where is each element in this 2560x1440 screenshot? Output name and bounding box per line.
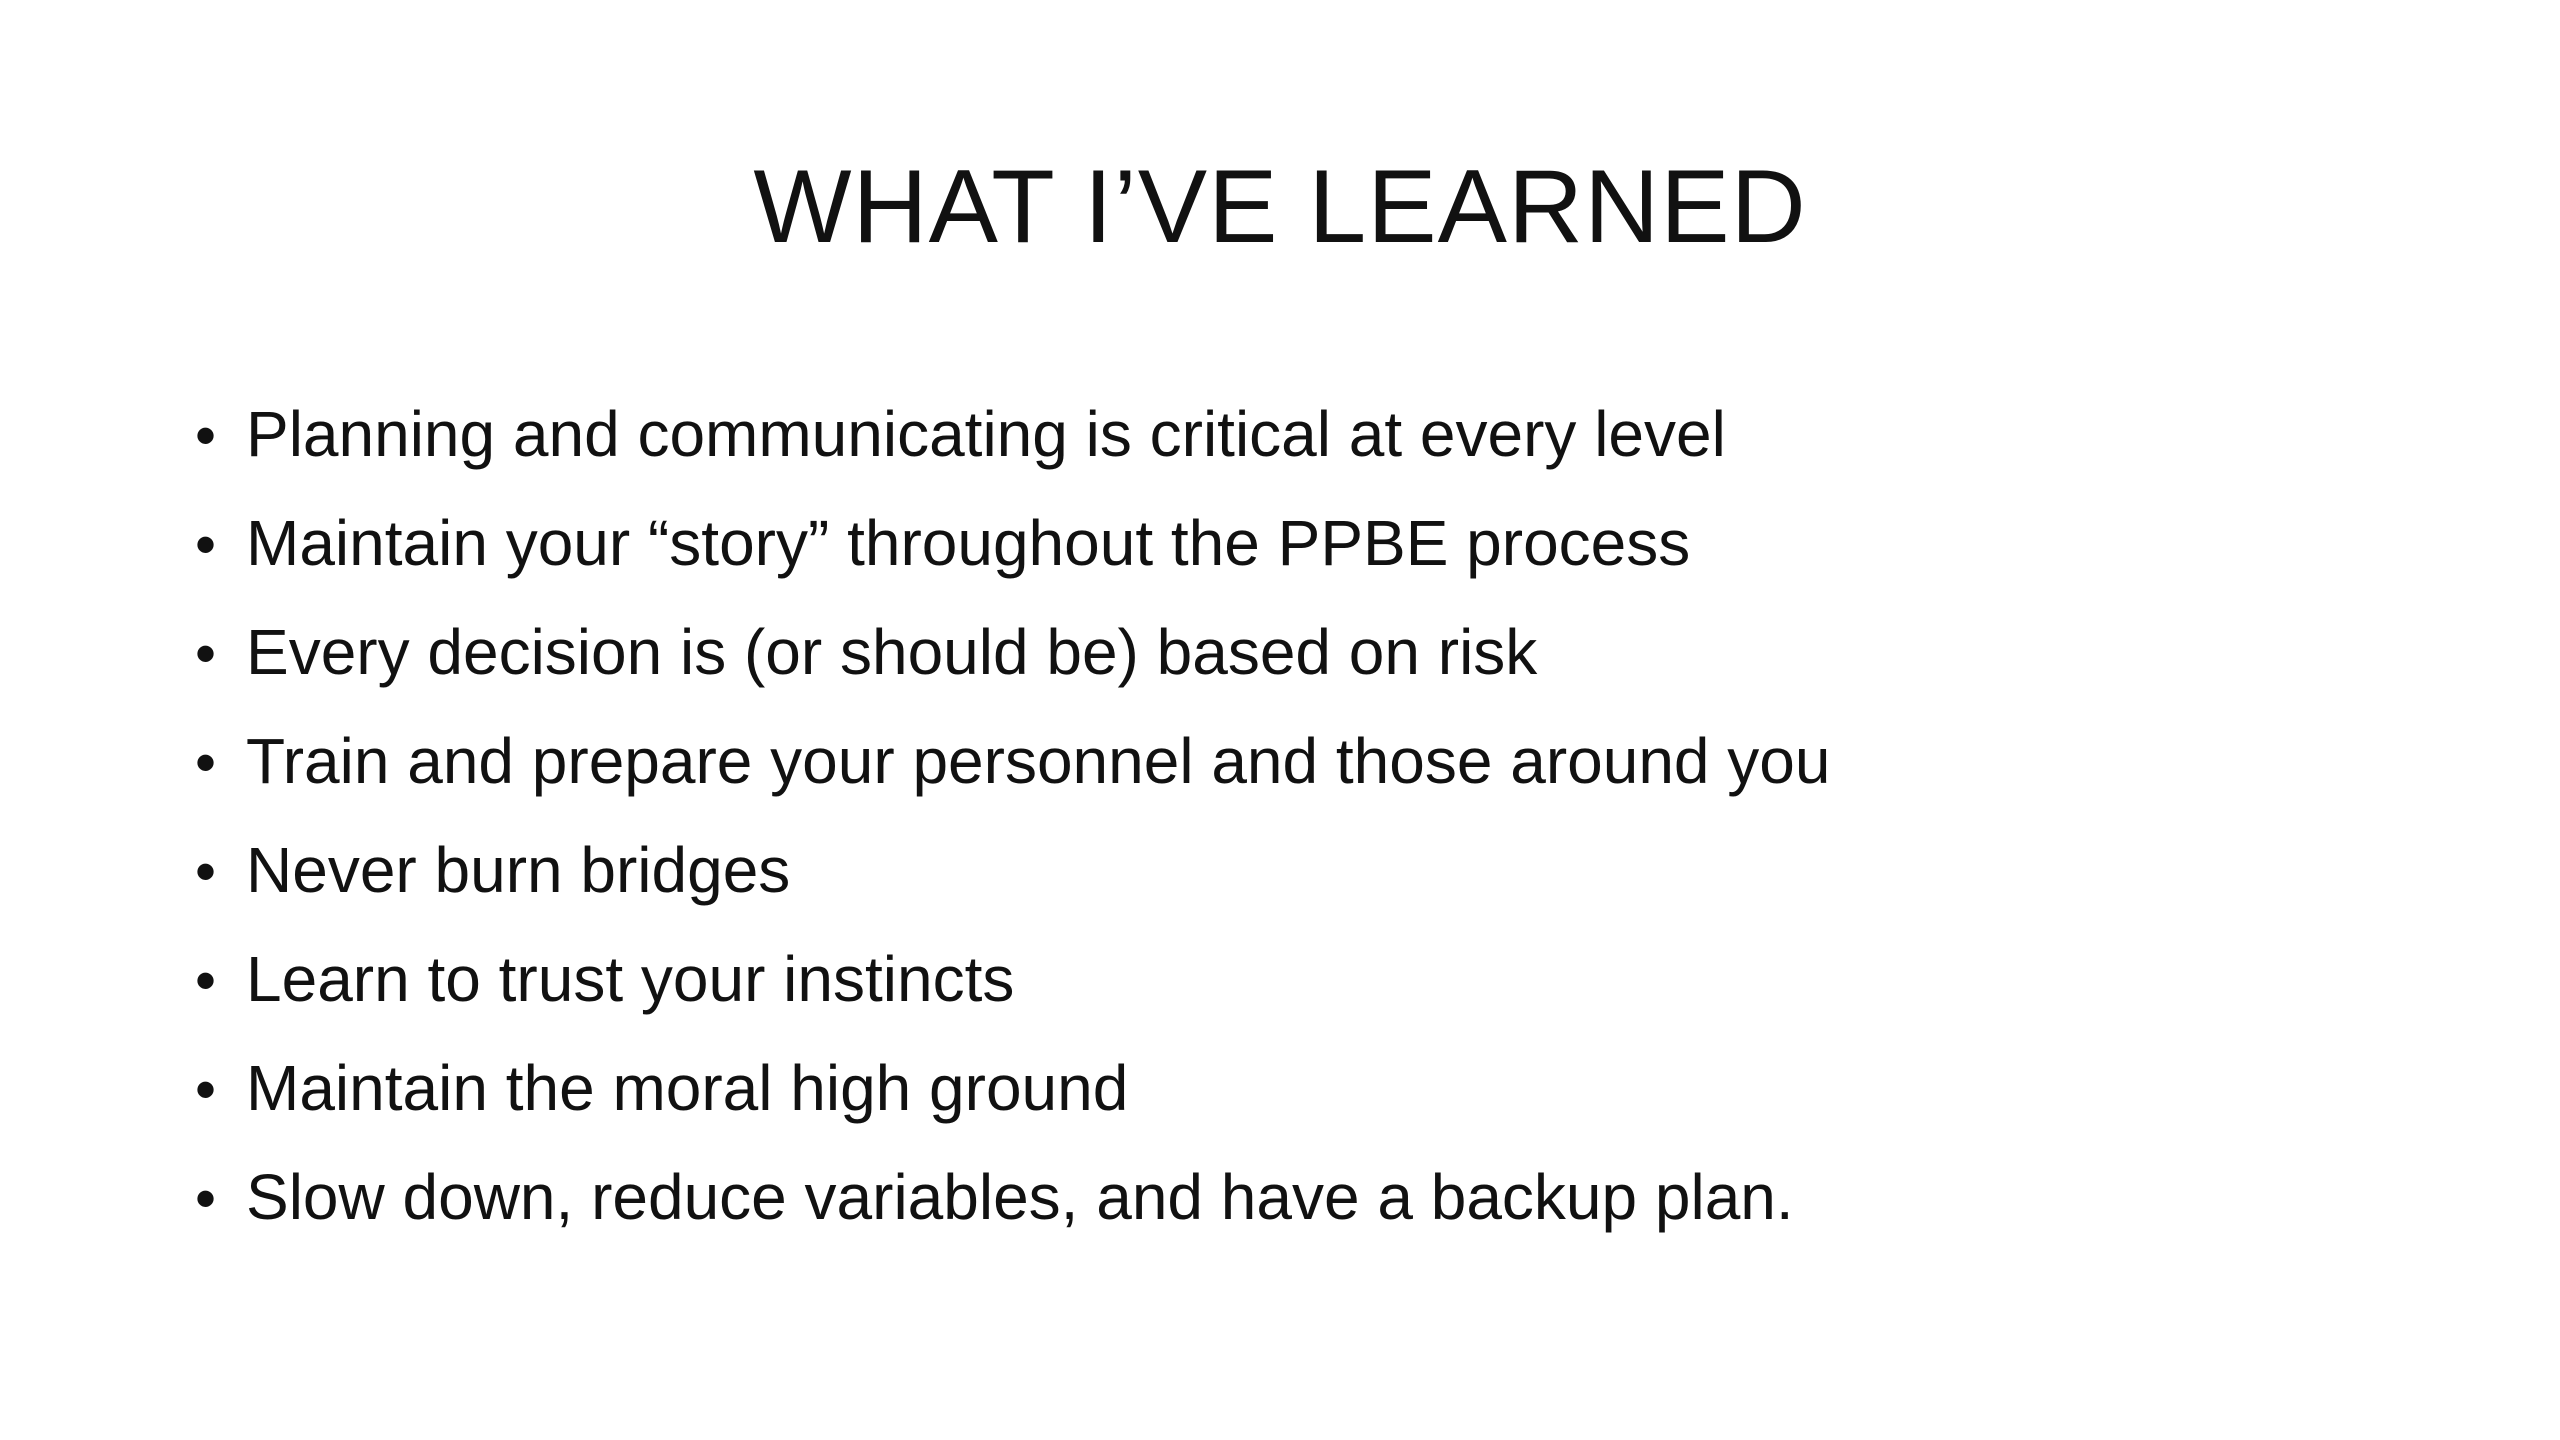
list-item [195, 489, 2395, 598]
list-item [195, 707, 2395, 816]
bullet-text: Maintain the moral high ground [246, 1052, 1129, 1124]
bullet-text: Never burn bridges [246, 834, 791, 906]
bullet-text: Learn to trust your instincts [246, 943, 1015, 1015]
list-item [195, 925, 2395, 1034]
bullet-icon: • [195, 1056, 217, 1123]
slide-title: WHAT I’VE LEARNED [753, 149, 1807, 265]
list-item [195, 1143, 2395, 1252]
bullet-icon: • [195, 511, 217, 578]
list-item [195, 1034, 2395, 1143]
bullet-text: Every decision is (or should be) based on risk [246, 616, 1538, 688]
bullet-list [195, 380, 2395, 1252]
bullet-text: Train and prepare your personnel and those around you [246, 725, 1831, 797]
list-item [195, 598, 2395, 707]
bullet-icon: • [195, 1165, 217, 1232]
bullet-text: Planning and communicating is critical at every level [246, 398, 1726, 470]
bullet-text: Maintain your “story” throughout the PPBE process [246, 507, 1691, 579]
bullet-icon: • [195, 729, 217, 796]
bullet-icon: • [195, 402, 217, 469]
list-item [195, 816, 2395, 925]
list-item [195, 380, 2395, 489]
bullet-icon: • [195, 620, 217, 687]
bullet-text: Slow down, reduce variables, and have a backup plan. [246, 1161, 1794, 1233]
bullet-icon: • [195, 838, 217, 905]
bullet-icon: • [195, 947, 217, 1014]
